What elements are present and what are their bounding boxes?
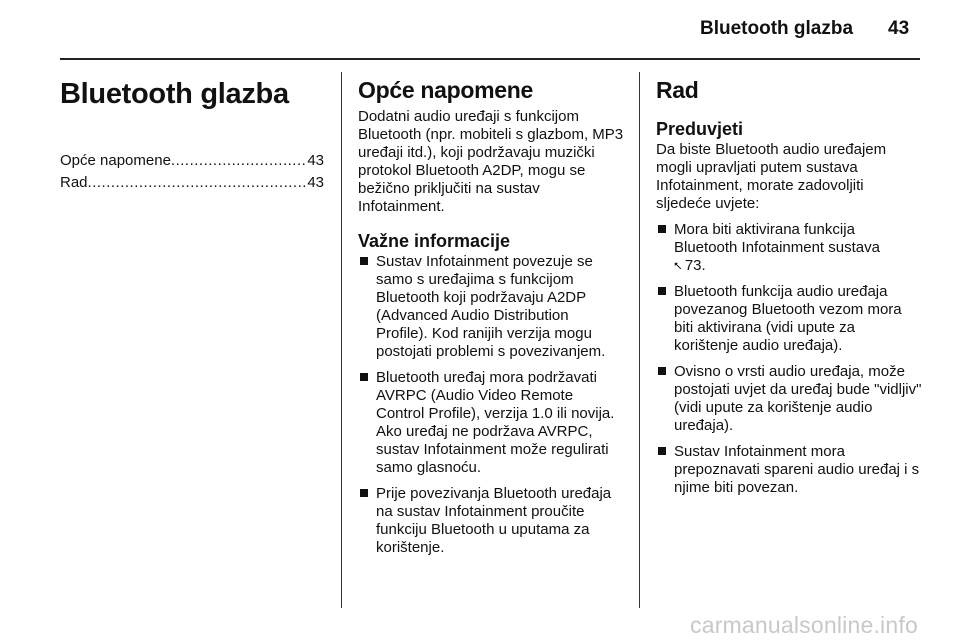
operation-section xyxy=(656,72,922,497)
page-header xyxy=(0,18,960,48)
toc-leader-dots xyxy=(88,174,308,192)
toc-entry-general[interactable] xyxy=(60,152,324,170)
toc-column xyxy=(60,72,324,196)
toc-entry-label: Opće napomene xyxy=(60,152,171,169)
page-reference-icon: ⭦ xyxy=(674,259,682,273)
column-divider-1 xyxy=(341,72,342,608)
toc-leader-dots xyxy=(171,152,307,170)
list-item: Bluetooth funkcija audio uređaja povezanog Bluetooth vezom mora biti aktivirana (vidi upute za korištenje audio uređaja). xyxy=(656,283,922,355)
list-item: Prije povezivanja Bluetooth uređaja na sustav Infotainment proučite funkciju Bluetooth u uputama za korištenje. xyxy=(358,485,624,557)
prereq-intro: Da biste Bluetooth audio uređajem mogli upravljati putem sustava Infotainment, morate zadovoljiti sljedeće uvjete: xyxy=(656,141,887,212)
toc-entry-page: 43 xyxy=(307,152,324,169)
column-divider-2 xyxy=(639,72,640,608)
subsection-title-important: Važne informacije xyxy=(358,231,511,251)
section-title-operation: Rad xyxy=(656,77,699,103)
list-item: Sustav Infotainment povezuje se samo s uređajima s funkcijom Bluetooth koji podržavaju A2DP (Advanced Audio Distribution Profile). Kod ranijih verzija mogu postojati problemi s povezivanjem. xyxy=(358,253,624,361)
list-item xyxy=(656,221,922,275)
list-item: Sustav Infotainment mora prepoznavati spareni audio uređaj i s njime biti povezan. xyxy=(656,443,922,497)
general-section xyxy=(358,72,624,557)
header-title: Bluetooth glazba xyxy=(700,18,854,39)
list-item-text: Mora biti aktivirana funkcija Bluetooth Infotainment sustava xyxy=(674,221,880,256)
chapter-title: Bluetooth glazba xyxy=(60,78,289,110)
general-intro: Dodatni audio uređaji s funkcijom Bluetooth (npr. mobiteli s glazbom, MP3 uređaji itd.), koji podržavaju muzički protokol Bluetooth A2DP, mogu se bežično priključiti na sustav Infotainment. xyxy=(358,108,624,215)
watermark: carmanualsonline.info xyxy=(690,612,918,638)
page-number: 43 xyxy=(888,18,910,39)
prereq-list xyxy=(656,221,922,497)
toc-entry-label: Rad xyxy=(60,174,88,191)
header-rule xyxy=(60,58,920,60)
list-item: Bluetooth uređaj mora podržavati AVRPC (Audio Video Remote Control Profile), verzija 1.0 ili novija. Ako uređaj ne podržava AVRPC, sustav Infotainment može regulirati samo glasnoću. xyxy=(358,369,624,477)
important-list xyxy=(358,253,624,557)
toc-entry-operation[interactable] xyxy=(60,174,324,192)
toc-entry-page: 43 xyxy=(307,174,324,191)
section-title-general: Opće napomene xyxy=(358,77,534,103)
page-reference[interactable]: 73. xyxy=(684,257,706,274)
list-item: Ovisno o vrsti audio uređaja, može postojati uvjet da uređaj bude "vidljiv" (vidi upute za korištenje audio uređaja). xyxy=(656,363,922,435)
subsection-title-prerequisites: Preduvjeti xyxy=(656,119,744,139)
